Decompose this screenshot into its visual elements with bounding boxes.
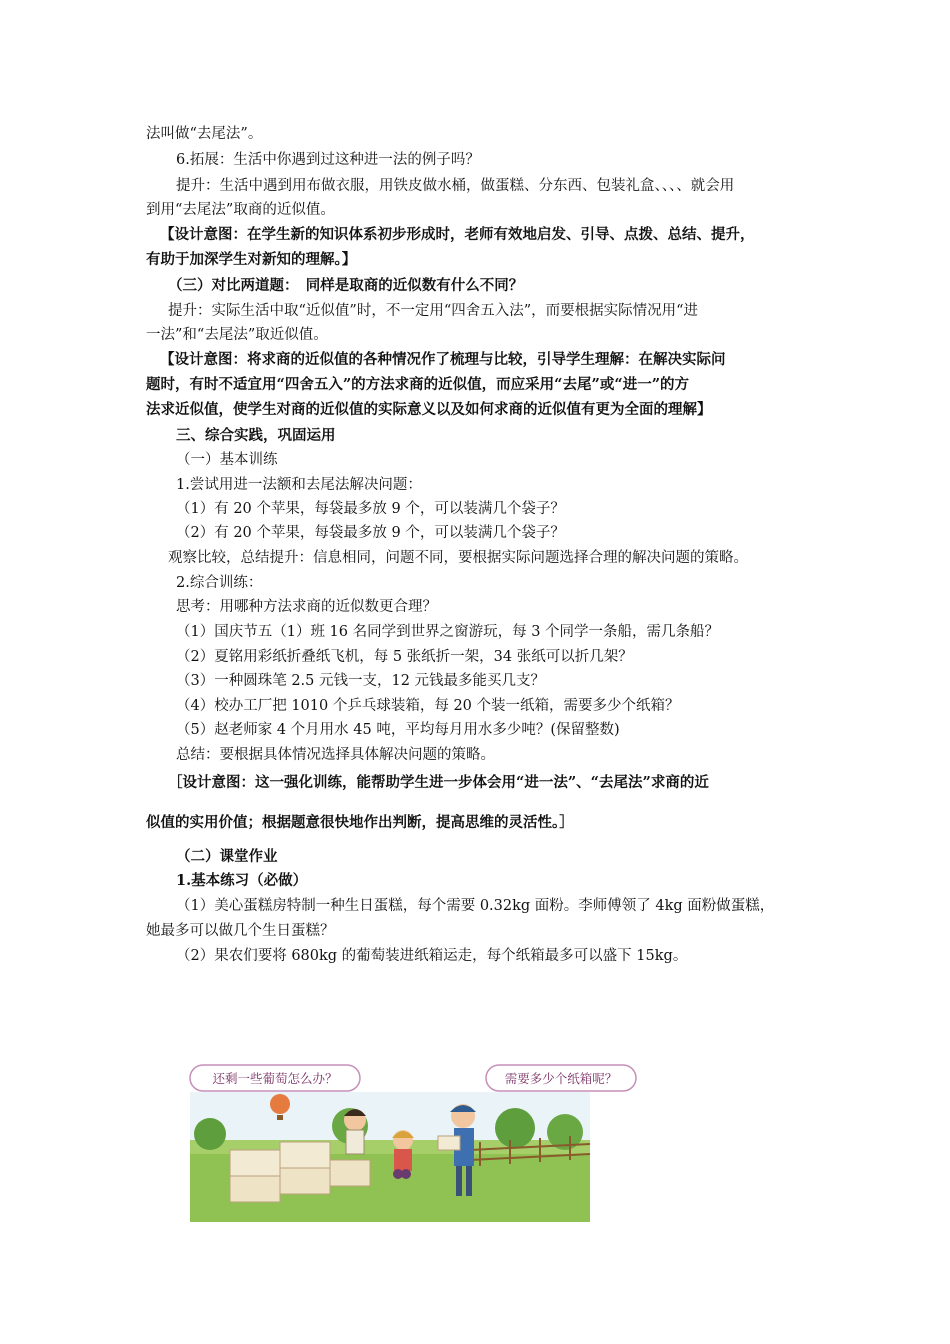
text-line: （1）美心蛋糕房特制一种生日蛋糕，每个需要 0.32kg 面粉。李师傅领了 4kg 面粉做蛋糕，: [176, 898, 775, 914]
speech-bubble-right-text: 需要多少个纸箱呢？: [504, 1071, 618, 1086]
boy-figure-left: [344, 1109, 366, 1154]
text-line: 她最多可以做几个生日蛋糕？: [146, 923, 335, 939]
text-line: 思考：用哪种方法求商的近似数更合理？: [176, 599, 437, 615]
text-line: （2）有 20 个苹果，每袋最多放 9 个，可以装满几个袋子？: [176, 525, 565, 541]
section-heading: （三）对比两道题： 同样是取商的近似数有什么不同？: [168, 277, 524, 294]
section-heading: 三、综合实践，巩固运用: [176, 427, 336, 444]
text-line: （4）校办工厂把 1010 个乒乓球装箱，每 20 个装一纸箱，需要多少个纸箱？: [176, 698, 680, 714]
balloon-basket: [277, 1115, 283, 1120]
tree: [194, 1118, 226, 1150]
design-intent-line: 题时，有时不适宜用“四舍五入”的方法求商的近似值，而应采用“去尾”或“进一”的方: [146, 376, 690, 393]
text-line: 2.综合训练：: [176, 575, 263, 591]
section-heading: 1.基本练习（必做）: [176, 872, 308, 889]
text-line: 到用“去尾法”取商的近似值。: [146, 202, 335, 218]
text-line: 提升：实际生活中取“近似值”时，不一定用“四舍五入法”，而要根据实际情况用“进: [168, 303, 699, 319]
design-intent-line: 【设计意图：将求商的近似值的各种情况作了梳理与比较，引导学生理解：在解决实际问: [160, 351, 726, 368]
text-line: （1）国庆节五（1）班 16 名同学到世界之窗游玩，每 3 个同学一条船，需几条船？: [176, 624, 720, 640]
text-line: 法叫做“去尾法”。: [146, 126, 263, 142]
hot-air-balloon: [270, 1094, 290, 1114]
design-intent-line: 似值的实用价值；根据题意很快地作出判断，提高思维的灵活性。］: [146, 814, 574, 831]
text-line: 一法”和“去尾法”取近似值。: [146, 327, 328, 343]
grape-harvest-illustration: [170, 1062, 618, 1222]
design-intent-line: 【设计意图：在学生新的知识体系初步形成时，老师有效地启发、引导、点拨、总结、提升，: [160, 226, 755, 243]
text-line: （5）赵老师家 4 个月用水 45 吨，平均每月用水多少吨？(保留整数): [176, 722, 620, 738]
text-line: （2）夏铭用彩纸折叠纸飞机，每 5 张纸折一架，34 张纸可以折几架？: [176, 649, 633, 665]
text-line: 总结：要根据具体情况选择具体解决问题的策略。: [176, 747, 495, 763]
text-line: （1）有 20 个苹果，每袋最多放 9 个，可以装满几个袋子？: [176, 501, 565, 517]
text-line: 6.拓展：生活中你遇到过这种进一法的例子吗？: [176, 152, 480, 168]
text-line: （3）一种圆珠笔 2.5 元钱一支，12 元钱最多能买几支？: [176, 673, 546, 689]
text-line: （一）基本训练: [176, 452, 278, 468]
text-line: 观察比较，总结提升：信息相同，问题不同，要根据实际问题选择合理的解决问题的策略。: [168, 550, 748, 566]
text-line: 1.尝试用进一法额和去尾法解决问题：: [176, 477, 422, 493]
design-intent-line: 有助于加深学生对新知的理解。】: [146, 251, 357, 268]
speech-bubble-left-text: 还剩一些葡萄怎么办？: [212, 1071, 338, 1086]
design-intent-line: 法求近似值，使学生对商的近似值的实际意义以及如何求商的近似值有更为全面的理解】: [146, 401, 712, 418]
illustration-art: [170, 1062, 618, 1222]
tree: [495, 1108, 535, 1148]
design-intent-line: ［设计意图：这一强化训练，能帮助学生进一步体会用“进一法”、“去尾法”求商的近: [168, 774, 709, 791]
text-line: 提升：生活中遇到用布做衣服，用铁皮做水桶，做蛋糕、分东西、包装礼盒、、、、就会用: [176, 178, 735, 194]
section-heading: （二）课堂作业: [176, 848, 278, 865]
text-line: （2）果农们要将 680kg 的葡萄装进纸箱运走，每个纸箱最多可以盛下 15kg。: [176, 948, 688, 964]
